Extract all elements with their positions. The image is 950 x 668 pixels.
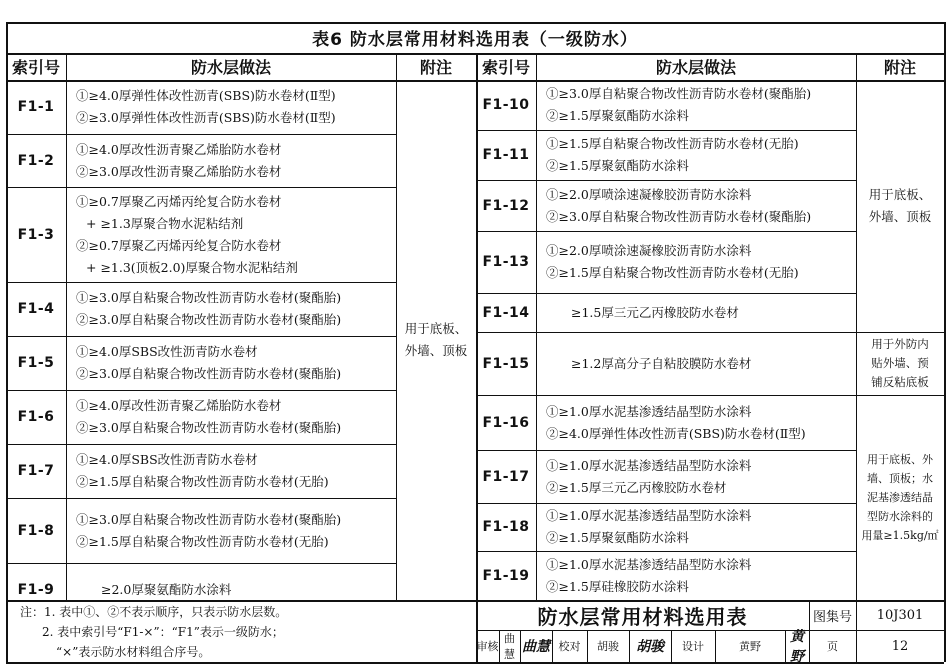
method-line: ①≥3.0厚自粘聚合物改性沥青防水卷材(聚酯胎)	[76, 290, 342, 305]
index-code: F1-14	[482, 304, 530, 321]
method-line: ≥2.0厚聚氨酯防水涂料	[101, 581, 232, 597]
index-code: F1-17	[482, 468, 530, 485]
method-cell	[536, 180, 856, 231]
index-code: F1-8	[17, 522, 55, 539]
note-cell	[396, 80, 476, 600]
index-code: F1-6	[17, 409, 55, 425]
method-line: ①≥2.0厚喷涂速凝橡胶沥青防水涂料	[546, 186, 752, 202]
designer-signature: 黄野	[790, 629, 804, 665]
note-line: 用于底板、外	[867, 453, 933, 466]
method-line: ②≥3.0厚自粘聚合物改性沥青防水卷材(聚酯胎)	[546, 208, 812, 224]
footnote-line: 注：1. 表中①、②不表示顺序，只表示防水层数。	[20, 605, 288, 619]
method-line: ②≥3.0厚弹性体改性沥青(SBS)防水卷材(Ⅱ型)	[76, 110, 336, 125]
atlas-label: 图集号	[812, 609, 852, 625]
index-code: F1-15	[482, 355, 530, 372]
method-line: ①≥0.7厚聚乙丙烯丙纶复合防水卷材	[76, 193, 282, 209]
header-note: 附注	[419, 58, 452, 77]
index-code: F1-10	[482, 97, 530, 113]
method-line: ②≥3.0厚改性沥青聚乙烯胎防水卷材	[76, 163, 282, 179]
index-code: F1-11	[482, 147, 530, 163]
method-line: ①≥4.0厚改性沥青聚乙烯胎防水卷材	[76, 141, 282, 157]
method-cell	[536, 80, 856, 130]
note-cell	[856, 80, 944, 332]
method-line: ②≥1.5厚自粘聚合物改性沥青防水卷材(无胎)	[76, 533, 329, 549]
method-line: ①≥4.0厚改性沥青聚乙烯胎防水卷材	[76, 398, 282, 413]
atlas-number: 10J301	[876, 607, 924, 623]
note-line: 外墙、顶板	[868, 209, 932, 224]
index-code: F1-5	[17, 355, 55, 371]
index-code: F1-16	[482, 414, 530, 431]
method-line: ①≥1.0厚水泥基渗透结晶型防水涂料	[546, 508, 752, 523]
method-line: ②≥1.5厚聚氨酯防水涂料	[546, 530, 689, 545]
method-line: ②≥3.0厚自粘聚合物改性沥青防水卷材(聚酯胎)	[76, 420, 342, 435]
method-cell	[66, 187, 396, 282]
method-line: ①≥3.0厚自粘聚合物改性沥青防水卷材(聚酯胎)	[76, 511, 342, 527]
footnote-line: “×”表示防水材料组合序号。	[56, 645, 211, 659]
index-code: F1-12	[482, 197, 530, 214]
method-line: ①≥1.0厚水泥基渗透结晶型防水涂料	[546, 556, 752, 572]
index-code: F1-2	[17, 152, 55, 169]
note-line: 型防水涂料的	[867, 510, 933, 523]
method-cell	[536, 332, 856, 395]
method-line: ①≥4.0厚SBS改性沥青防水卷材	[76, 452, 258, 467]
drawing-name: 防水层常用材料选用表	[537, 604, 748, 629]
note-line: 用于外防内	[871, 337, 929, 351]
method-cell	[536, 503, 856, 551]
footnotes	[6, 600, 476, 662]
checker-label: 校对	[558, 640, 581, 653]
grid-line	[944, 22, 946, 662]
method-cell	[66, 282, 396, 336]
method-line: ①≥4.0厚弹性体改性沥青(SBS)防水卷材(Ⅱ型)	[76, 88, 336, 103]
note-line: 贴外墙、预	[871, 356, 929, 370]
index-code: F1-19	[482, 567, 530, 584]
note-line: 用于底板、	[868, 187, 932, 202]
page-number: 12	[891, 638, 909, 654]
note-cell	[856, 395, 944, 600]
index-code: F1-18	[482, 519, 530, 535]
method-line: ②≥1.5厚自粘聚合物改性沥青防水卷材(无胎)	[546, 265, 799, 280]
method-line: ①≥1.5厚自粘聚合物改性沥青防水卷材(无胎)	[546, 136, 799, 151]
method-line: + ≥1.3厚聚合物水泥粘结剂	[86, 215, 244, 231]
header-method: 防水层做法	[190, 58, 271, 77]
note-line: 用量≥1.5kg/㎡	[861, 529, 939, 542]
method-line: ≥1.2厚高分子自粘胶膜防水卷材	[571, 355, 752, 371]
method-line: ②≥3.0厚自粘聚合物改性沥青防水卷材(聚酯胎)	[76, 366, 342, 381]
checker-name: 胡骏	[597, 640, 619, 653]
method-line: ②≥1.5厚聚氨酯防水涂料	[546, 108, 689, 123]
method-cell	[66, 444, 396, 498]
reviewer-signature: 曲慧	[522, 639, 550, 655]
index-code: F1-13	[482, 254, 530, 270]
method-cell	[536, 551, 856, 600]
method-line: ①≥4.0厚SBS改性沥青防水卷材	[76, 344, 258, 359]
method-cell	[536, 395, 856, 450]
method-line: ②≥1.5厚自粘聚合物改性沥青防水卷材(无胎)	[76, 474, 329, 489]
method-cell	[66, 336, 396, 390]
note-line: 铺反粘底板	[871, 375, 929, 389]
method-line: ②≥1.5厚硅橡胶防水涂料	[546, 578, 689, 594]
header-note: 附注	[883, 58, 916, 77]
method-cell	[536, 450, 856, 503]
method-cell	[536, 231, 856, 293]
checker-signature: 胡骏	[636, 639, 664, 655]
header-code: 索引号	[481, 58, 530, 77]
method-line: ①≥3.0厚自粘聚合物改性沥青防水卷材(聚酯胎)	[546, 86, 812, 101]
designer-label: 设计	[682, 640, 704, 653]
index-code: F1-1	[17, 99, 55, 115]
method-line: ①≥2.0厚喷涂速凝橡胶沥青防水涂料	[546, 243, 752, 258]
header-code: 索引号	[11, 58, 60, 77]
reviewer-label: 审核	[476, 640, 499, 653]
method-cell	[66, 134, 396, 187]
index-code: F1-9	[17, 581, 55, 598]
method-line: ②≥3.0厚自粘聚合物改性沥青防水卷材(聚酯胎)	[76, 312, 342, 327]
note-line: 用于底板、	[404, 321, 468, 336]
header-method: 防水层做法	[655, 58, 736, 77]
page-title: 表6 防水层常用材料选用表（一级防水）	[312, 30, 638, 50]
method-cell	[536, 130, 856, 180]
index-code: F1-7	[17, 463, 55, 479]
note-line: 墙、顶板；水	[867, 472, 933, 485]
method-cell	[66, 498, 396, 563]
note-line: 外墙、顶板	[404, 343, 468, 358]
method-line: ②≥4.0厚弹性体改性沥青(SBS)防水卷材(Ⅱ型)	[546, 425, 806, 441]
reviewer-name: 曲慧	[504, 632, 515, 661]
method-line: ≥1.5厚三元乙丙橡胶防水卷材	[571, 304, 739, 320]
method-line: ②≥1.5厚聚氨酯防水涂料	[546, 158, 689, 173]
index-code: F1-3	[17, 226, 55, 243]
note-line: 泥基渗透结晶	[867, 491, 933, 504]
method-cell	[536, 293, 856, 332]
method-line: ①≥1.0厚水泥基渗透结晶型防水涂料	[546, 457, 752, 473]
designer-name: 黄野	[739, 640, 761, 653]
note-cell	[856, 332, 944, 395]
page-label: 页	[827, 640, 838, 653]
footnote-line: 2. 表中索引号“F1-×”：“F1”表示一级防水；	[42, 625, 284, 639]
method-cell	[66, 80, 396, 134]
method-line: + ≥1.3(顶板2.0)厚聚合物水泥粘结剂	[86, 259, 298, 275]
method-line: ②≥1.5厚三元乙丙橡胶防水卷材	[546, 479, 727, 495]
method-cell	[66, 390, 396, 444]
method-line: ②≥0.7厚聚乙丙烯丙纶复合防水卷材	[76, 237, 282, 253]
method-line: ①≥1.0厚水泥基渗透结晶型防水涂料	[546, 403, 752, 419]
index-code: F1-4	[17, 301, 55, 317]
